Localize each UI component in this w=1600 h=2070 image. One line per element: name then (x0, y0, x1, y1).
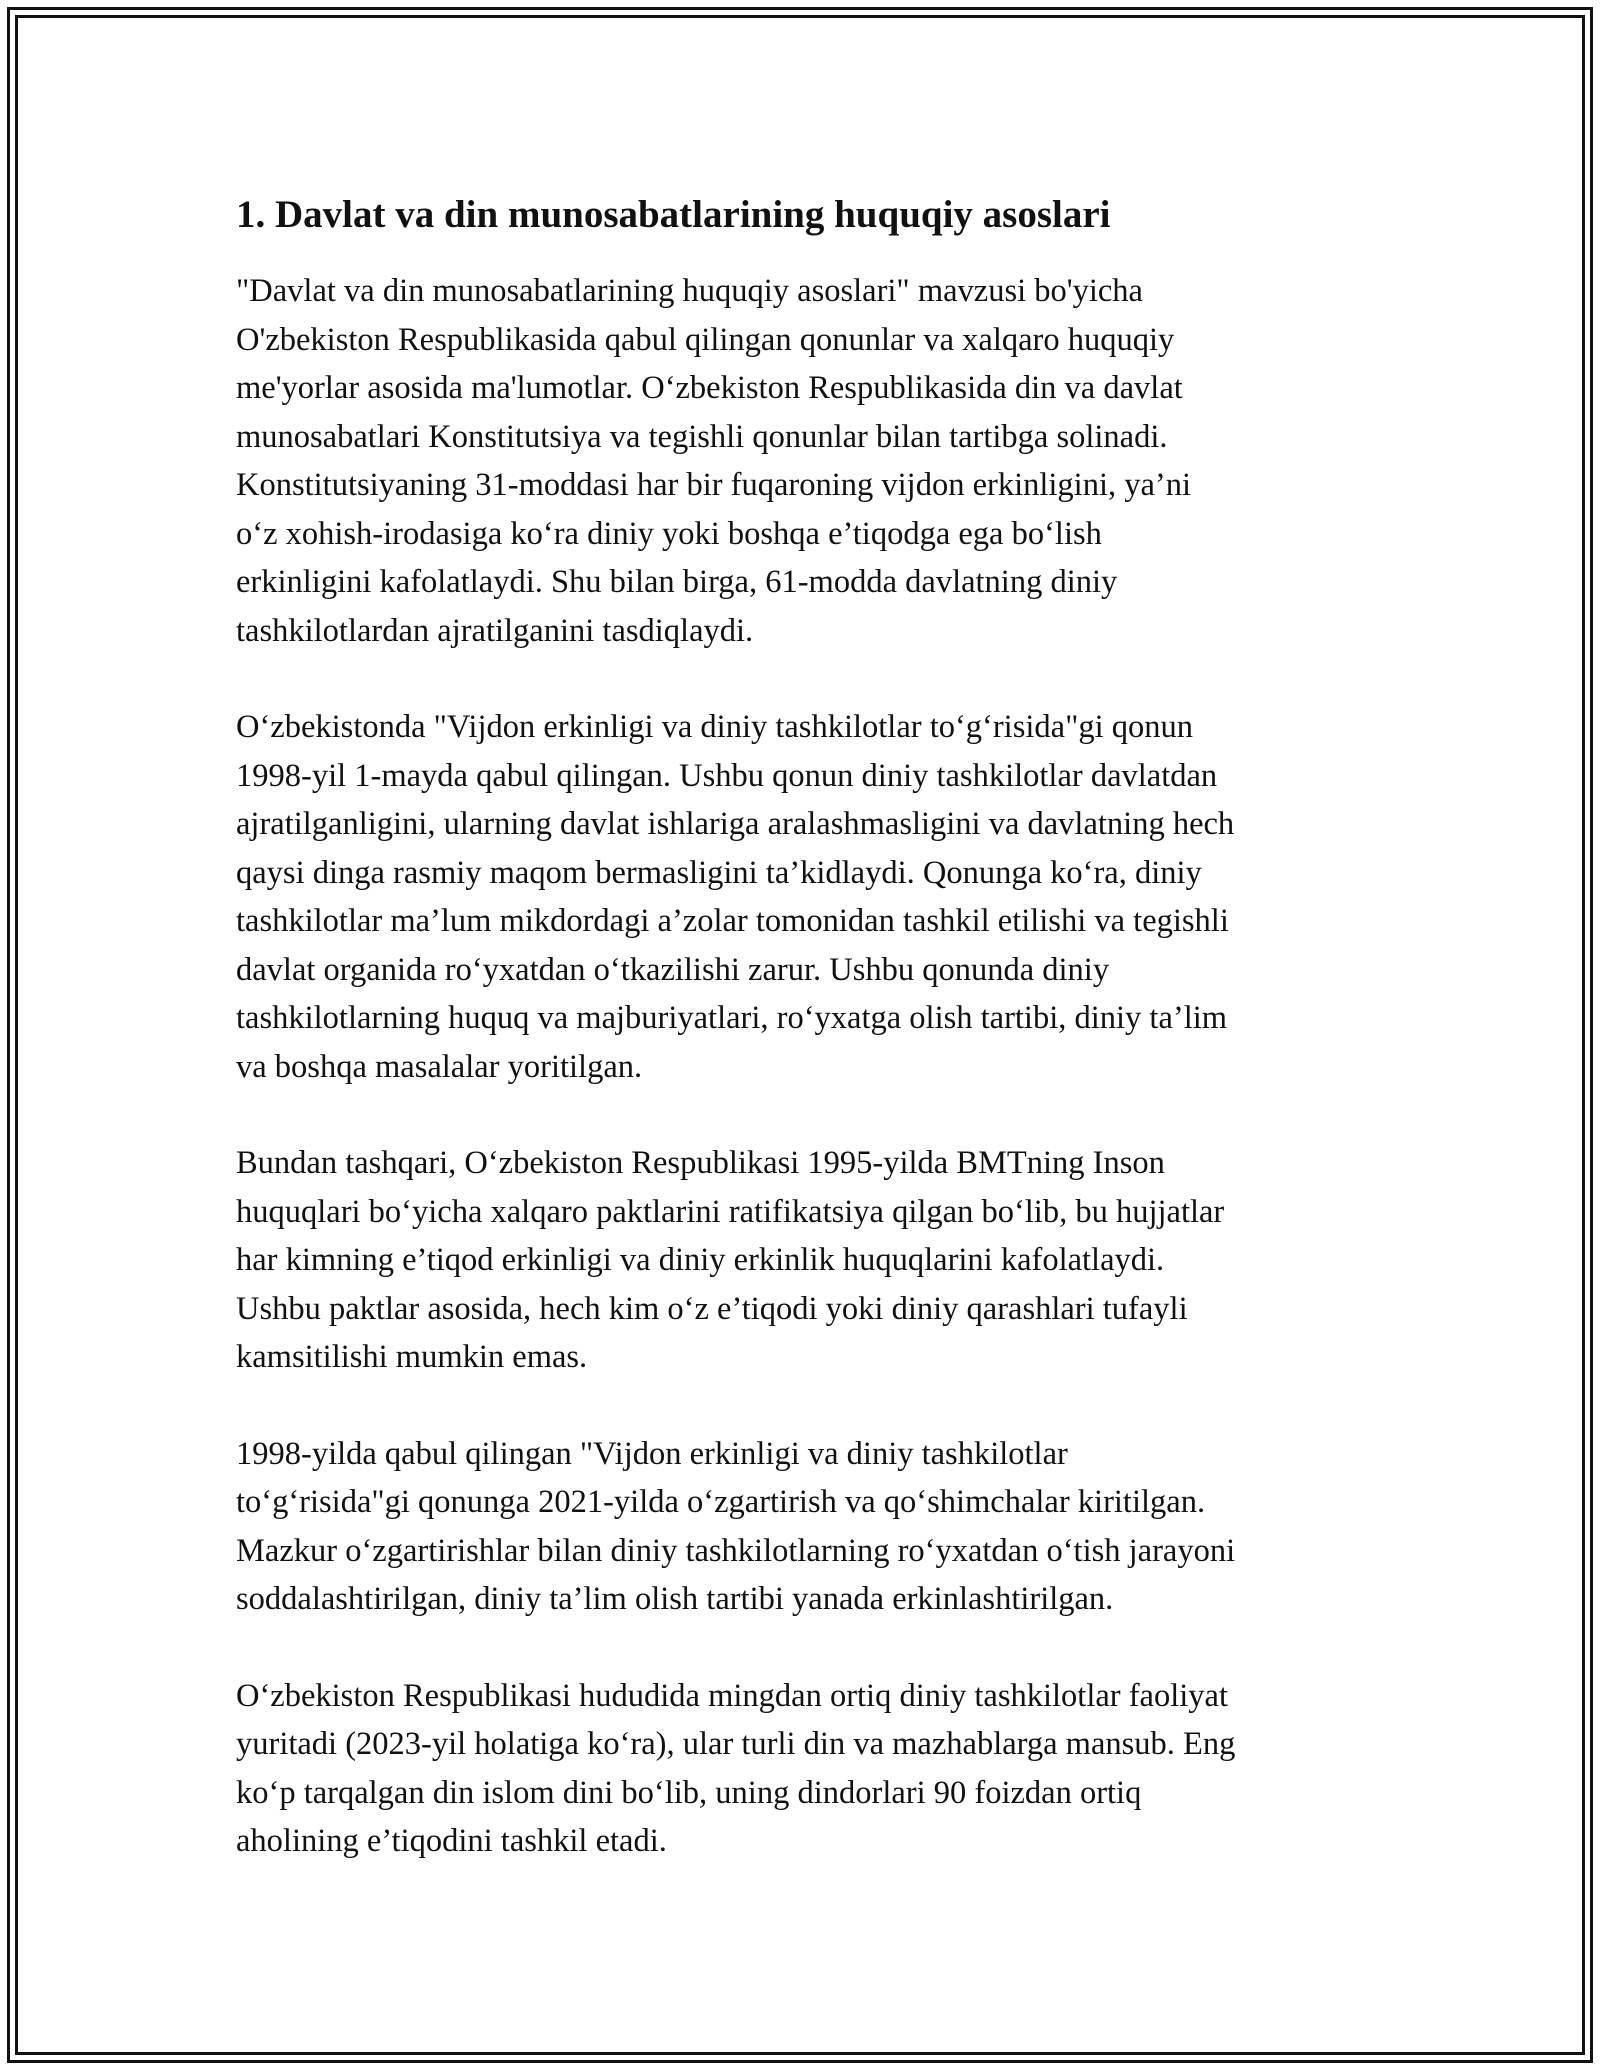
paragraph-line: tashkilotlarning huquq va majburiyatlari, ro‘yxatga olish tartibi, diniy ta’lim (236, 1000, 1228, 1036)
paragraph-line: 1998-yilda qabul qilingan "Vijdon erkinligi va diniy tashkilotlar (236, 1435, 1068, 1472)
paragraph-line: "Davlat va din munosabatlarining huquqiy asoslari" mavzusi bo'yicha (236, 273, 1143, 309)
paragraph-line: yuritadi (2023-yil holatiga ko‘ra), ular turli din va mazhablarga mansub. Eng (236, 1726, 1236, 1762)
paragraph-line: davlat organida ro‘yxatdan o‘tkazilishi zarur. Ushbu qonunda diniy (236, 951, 1110, 988)
paragraph-5 (236, 1672, 1376, 1866)
paragraph-3 (236, 1139, 1376, 1382)
paragraph-line: o‘z xohish-irodasiga ko‘ra diniy yoki boshqa e’tiqodga ega bo‘lish (236, 515, 1102, 552)
paragraph-1 (236, 267, 1376, 655)
paragraph-line: to‘g‘risida"gi qonunga 2021-yilda o‘zgartirish va qo‘shimchalar kiritilgan. (236, 1484, 1206, 1520)
paragraph-line: qaysi dinga rasmiy maqom bermasligini ta’kidlaydi. Qonunga ko‘ra, diniy (236, 854, 1202, 891)
paragraph-line: 1998-yil 1-mayda qabul qilingan. Ushbu qonun diniy tashkilotlar davlatdan (236, 757, 1218, 794)
paragraph-line: erkinligini kafolatlaydi. Shu bilan birga, 61-modda davlatning diniy (236, 564, 1118, 600)
paragraph-line: ajratilganligini, ularning davlat ishlariga aralashmasligini va davlatning hech (236, 806, 1235, 842)
paragraph-line: tashkilotlardan ajratilganini tasdiqlaydi. (236, 612, 754, 649)
paragraph-line: Bundan tashqari, O‘zbekiston Respublikasi 1995-yilda BMTning Inson (236, 1145, 1165, 1181)
paragraph-line: Konstitutsiyaning 31-moddasi har bir fuqaroning vijdon erkinligini, ya’ni (236, 467, 1192, 503)
paragraph-list (236, 267, 1376, 1866)
paragraph-line: huquqlari bo‘yicha xalqaro paktlarini ratifikatsiya qilgan bo‘lib, bu hujjatlar (236, 1193, 1225, 1230)
paragraph-2 (236, 703, 1376, 1091)
paragraph-line: Ushbu paktlar asosida, hech kim o‘z e’tiqodi yoki diniy qarashlari tufayli (236, 1290, 1188, 1327)
paragraph-line: har kimning e’tiqod erkinligi va diniy erkinlik huquqlarini kafolatlaydi. (236, 1242, 1165, 1278)
paragraph-line: ko‘p tarqalgan din islom dini bo‘lib, uning dindorlari 90 foizdan ortiq (236, 1774, 1142, 1811)
paragraph-line: kamsitilishi mumkin emas. (236, 1339, 588, 1375)
paragraph-line: soddalashtirilgan, diniy ta’lim olish tartibi yanada erkinlashtirilgan. (236, 1581, 1114, 1617)
paragraph-line: O'zbekiston Respublikasida qabul qilingan qonunlar va xalqaro huquqiy (236, 321, 1175, 358)
paragraph-line: tashkilotlar ma’lum mikdordagi a’zolar tomonidan tashkil etilishi va tegishli (236, 903, 1229, 939)
section-heading: 1. Davlat va din munosabatlarining huquqiy asoslari (236, 193, 1111, 236)
paragraph-line: O‘zbekistonda "Vijdon erkinligi va diniy tashkilotlar to‘g‘risida"gi qonun (236, 709, 1193, 745)
paragraph-line: me'yorlar asosida ma'lumotlar. O‘zbekiston Respublikasida din va davlat (236, 370, 1183, 406)
document-body (236, 185, 1376, 1914)
paragraph-4 (236, 1430, 1376, 1624)
paragraph-line: aholining e’tiqodini tashkil etadi. (236, 1823, 667, 1859)
paragraph-line: O‘zbekiston Respublikasi hududida mingdan ortiq diniy tashkilotlar faoliyat (236, 1677, 1228, 1714)
paragraph-line: va boshqa masalalar yoritilgan. (236, 1048, 643, 1085)
paragraph-line: munosabatlari Konstitutsiya va tegishli qonunlar bilan tartibga solinadi. (236, 418, 1168, 455)
paragraph-line: Mazkur o‘zgartirishlar bilan diniy tashkilotlarning ro‘yxatdan o‘tish jarayoni (236, 1532, 1236, 1569)
